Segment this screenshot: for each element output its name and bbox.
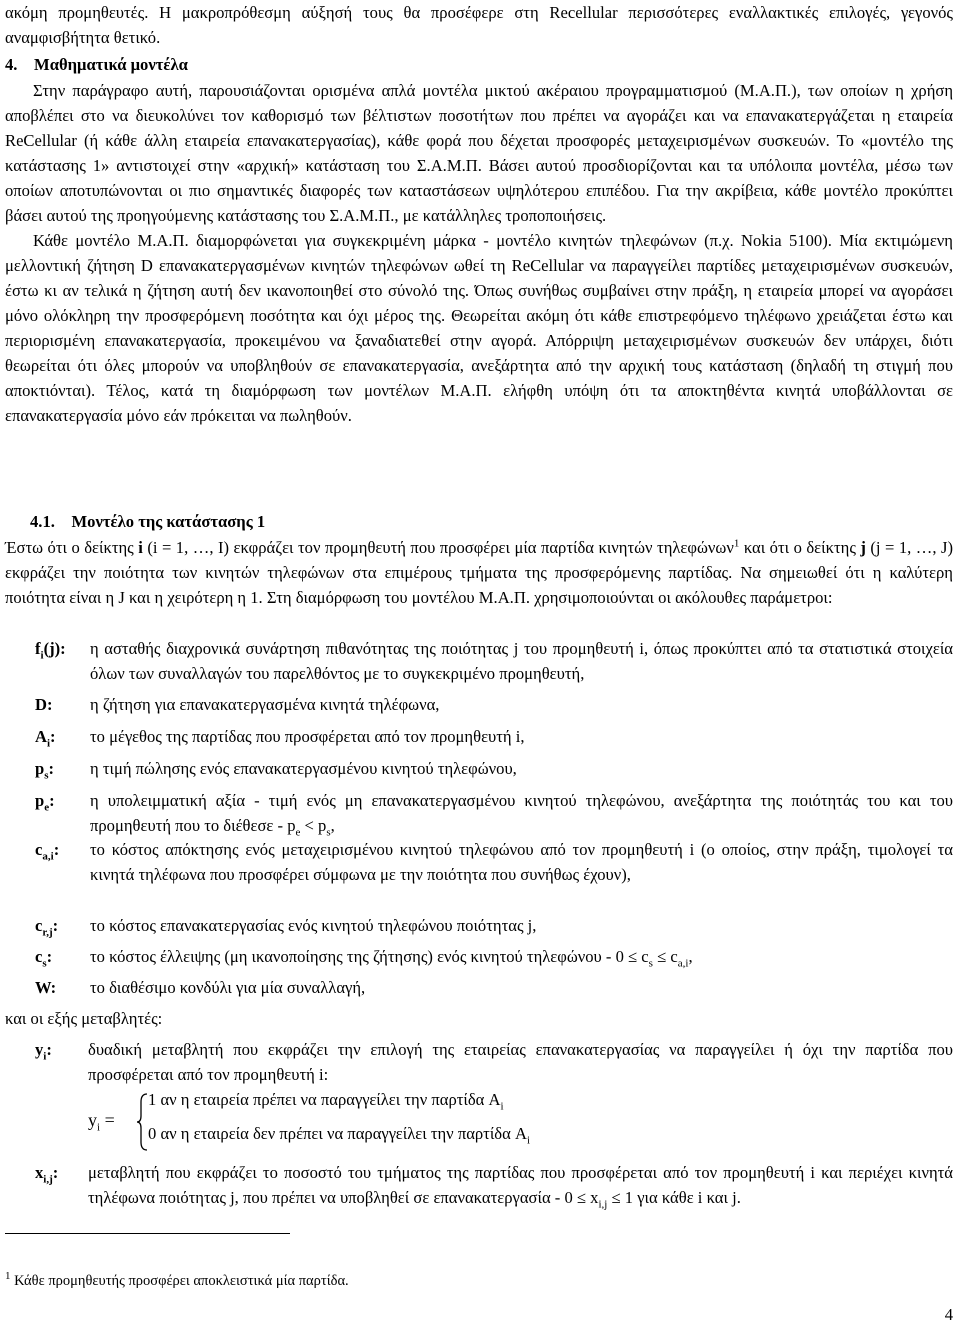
param-crj <box>5 913 953 938</box>
var-yi-label: $y_i$: <box>35 1040 52 1063</box>
footnote-separator <box>5 1233 290 1234</box>
param-cs <box>5 944 953 969</box>
curly-brace-icon <box>136 1092 148 1152</box>
intro-text: ακόμη προμηθευτές. Η μακροπρόθεσμη αύξησή τους θα προσέφερε στη Recellular περισσότερες εναλλακτικές επιλογές, γεγονός αναμφισβήτητα θετικό. <box>5 3 953 47</box>
footnote-text: Κάθε προμηθευτής προσφέρει αποκλειστικά μία παρτίδα. <box>10 1273 349 1289</box>
param-w-definition: το διαθέσιμο κονδύλι για μία συναλλαγή, <box>90 978 366 997</box>
yi-piecewise-formula <box>88 1088 648 1154</box>
param-cai <box>5 837 953 887</box>
section-4-1-heading: 4.1. Μοντέλο της κατάστασης 1 <box>30 512 266 531</box>
param-ps-label: $p_s$: <box>35 759 55 782</box>
param-d-label: D: <box>35 695 53 714</box>
param-pe-label: $p_e$: <box>35 791 55 814</box>
param-fi <box>5 636 953 686</box>
param-ai <box>5 724 953 749</box>
param-ps <box>5 756 953 781</box>
var-xij <box>5 1160 953 1210</box>
param-pe-definition: η υπολειμματική αξία - τιμή ενός μη επανακατεργασμένου κινητού τηλεφώνου, ανεξάρτητα της ποιότητάς του και του προμηθευτή που το $\delta\iota έ\theta\varepsilon\sigma\varepsilon - p_e < p_s$, <box>90 791 953 839</box>
formula-case-1: 1 αν η εταιρεία πρέπει να παραγγείλει την παρτίδα $A_i$ <box>148 1090 504 1113</box>
param-cs-label: $c_s$: <box>35 947 53 970</box>
param-fi-label: $f_i(j)$: <box>35 639 66 662</box>
section-4-paragraph-2: Κάθε μοντέλο Μ.Α.Π. διαμορφώνεται για συγκεκριμένη μάρκα - μοντέλο κινητών τηλεφώνων (π.χ. Nokia 5100). Μία εκτιμώμενη μελλοντική ζήτηση D επανακατεργασμένων κινητών τηλεφώνων ωθεί τη ReCellular να παραγγείλει παρτίδες μεταχειρισμένων συσκευών, έστω κι αν τελικά η ζήτηση αυτή δεν ικανοποιηθεί στο σύνολό της. Όπως συνήθως συμβαίνει στην πράξη, η εταιρεία μπορεί να αγοράσει μόνο ολόκληρη την προσφερόμενη ποσότητα και όχι μέρος της. Θεωρείται ακόμη ότι κάθε επιστρεφόμενο τηλέφωνο χρειάζεται έστω και περιορισμένη επανακατεργασία, προκειμένου να ξαναδιατεθεί στην αγορά. Απόρριψη μεταχειρισμένων συσκευών δεν υπάρχει, διότι θεωρείται ότι όλες μπορούν να υποβληθούν σε επανακατεργασία, ανεξάρτητα από την αρχική τους κατάσταση (δηλαδή τη στιγμή που αποκτιόνται). Τέλος, κατά τη διαμόρφωση των μοντέλων Μ.Α.Π. ελήφθη υπόψη ότι τα αποκτηθέντα κινητά υποβάλλονται σε επανακατεργασία μόνο εάν πρόκειται να πωληθούν. <box>5 231 953 425</box>
var-xij-definition: μεταβλητή που εκφράζει το ποσοστό του τμήματος της παρτίδας που προσφέρεται από τον προμηθευτή i και περιέχει κινητά τηλέφωνα ποιότητας j, που πρέπει να υποβληθεί σε $\varepsilon\pi\alpha\nu\alpha\kappa\alpha\tau\varepsilon\rho\gamma\alpha\sigma ί\alpha - 0 \le x_{i,j} \le 1$ για κάθε i και j. <box>88 1163 953 1211</box>
formula-case-2: 0 αν η εταιρεία δεν πρέπει να παραγγείλει την παρτίδα $A_i$ <box>148 1124 531 1147</box>
var-xij-label: $x_{i,j}$: <box>35 1163 59 1186</box>
param-cai-definition: το κόστος απόκτησης ενός μεταχειρισμένου κινητού τηλεφώνου από τον προμηθευτή i (ο οποίος, στην πράξη, τιμολογεί τα κινητά τηλέφωνα που προσφέρει σύμφωνα με την ποιότητα που συνήθως έχουν), <box>90 840 953 884</box>
formula-lhs: $y_i$ = <box>88 1110 115 1134</box>
section-4-paragraph-1: Στην παράγραφο αυτή, παρουσιάζονται ορισμένα απλά μοντέλα μικτού ακέραιου προγραμματισμού (Μ.Α.Π.), των οποίων η χρήση αποβλέπει στο να διευκολύνει τον καθορισμό των βέλτιστων ποσοτήτων που πρέπει να αγοράζει και να επανακατεργάζεται η εταιρεία ReCellular (ή κάθε άλλη εταιρεία επανακατεργασίας), κάθε φορά που δέχεται προσφορές μεταχειρισμένων συσκευών. Το «μοντέλο της κατάστασης 1» αντιστοιχεί στην «αρχική» κατάσταση του Σ.Α.Μ.Π. Βάσει αυτού προσδιορίζονται και τα υπόλοιπα μοντέλα, μέσω των οποίων αποτυπώνονται οι πιο σημαντικές διαφορές των καταστάσεων υψηλότερου επιπέδου. Για την ακρίβεια, κάθε μοντέλο προκύπτει βάσει αυτού της προηγούμενης κατάστασης του Σ.Α.Μ.Π., με κατάλληλες τροποποιήσεις. <box>5 81 953 225</box>
param-cai-label: $c_{a,i}$: <box>35 840 60 863</box>
page-number: 4 <box>944 1305 953 1324</box>
param-d-definition: η ζήτηση για επανακατεργασμένα κινητά τηλέφωνα, <box>90 695 440 714</box>
var-yi <box>5 1037 953 1087</box>
param-crj-label: $c_{r,j}$: <box>35 916 59 939</box>
param-pe <box>5 788 953 838</box>
variables-intro: και οι εξής μεταβλητές: <box>5 1009 163 1028</box>
footnote-ref: 1 <box>733 537 740 550</box>
param-cs-definition: το κόστος έλλειψης (μη ικανοποίησης της ζήτησης) ενός κινητού $\tau\eta\lambda\varepsilon\varphi ώ\nu o\upsilon - 0 \le c_s \le c_{a,i}$, <box>90 947 693 970</box>
section-4-heading: 4. Μαθηματικά μοντέλα <box>5 55 188 74</box>
param-d <box>5 692 953 717</box>
param-w <box>5 975 953 1000</box>
var-yi-definition: δυαδική μεταβλητή που εκφράζει την επιλογή της εταιρείας επανακατεργασίας να παραγγείλει ή όχι την παρτίδα που προσφέρεται από τον προμηθευτή i: <box>88 1040 953 1084</box>
param-fi-definition: η ασταθής διαχρονικά συνάρτηση πιθανότητας της ποιότητας j του προμηθευτή i, όπως προκύπτει από τα στατιστικά στοιχεία όλων των συναλλαγών του παρελθόντος με το συγκεκριμένο προμηθευτή, <box>90 639 953 683</box>
footnote <box>5 1270 349 1290</box>
param-ai-definition: το μέγεθος της παρτίδας που προσφέρεται από τον προμηθευτή i, <box>90 727 525 746</box>
section-4-1-text: Έστω ότι ο δείκτης i (i = 1, …, I) εκφράζει τον προμηθευτή που προσφέρει μία παρτίδα κινητών τηλεφώνων$^1$ και ότι ο δείκτης j (j = 1, …, J) εκφράζει την ποιότητα των κινητών τηλεφώνων στα επιμέρους τμήματα της προσφερόμενης παρτίδας. Να σημειωθεί ότι η καλύτερη ποιότητα είναι η J και η χειρότερη η 1. Στη διαμόρφωση του μοντέλου Μ.Α.Π. χρησιμοποιούνται οι ακόλουθες παράμετροι: <box>5 537 953 607</box>
param-ps-definition: η τιμή πώλησης ενός επανακατεργασμένου κινητού τηλεφώνου, <box>90 759 517 778</box>
section-4-1-paragraph <box>5 535 953 610</box>
footnote-mark: 1 <box>5 1270 11 1283</box>
section-4-body <box>5 78 953 428</box>
intro-paragraph <box>5 0 953 50</box>
param-crj-definition: το κόστος επανακατεργασίας ενός κινητού τηλεφώνου ποιότητας j, <box>90 916 537 935</box>
param-w-label: W: <box>35 978 57 997</box>
param-ai-label: $A_i$: <box>35 727 56 750</box>
